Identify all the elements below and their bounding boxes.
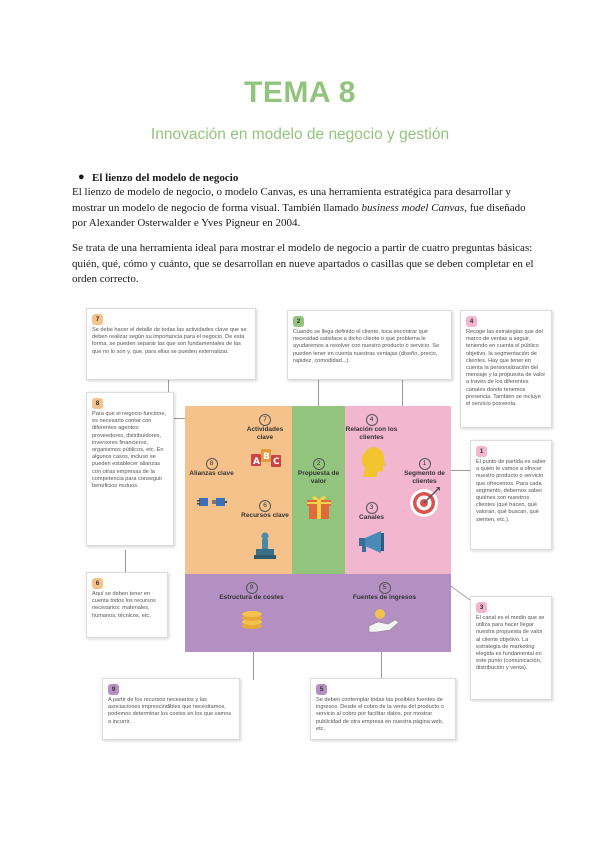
label-segmento: Segmento de clientes [404,470,445,485]
cell-segmento-clientes [398,406,451,574]
num-actividades: 7 [259,414,271,426]
note-text-3: El canal es el medio que se utiliza para hacer llegar nuestra propuesta de valor al cliente objetivo. La estrategia de marketing elegida es fundamental en este punto (comunicación, distribución y venta). [476,615,545,672]
cell-fuentes-ingresos [318,574,451,652]
svg-text:A: A [253,457,260,467]
note-badge-8: 8 [92,398,103,409]
note-badge-4: 4 [466,316,477,327]
label-costes: Estructura de costes [219,594,284,601]
intro-paragraph-italic: business model Canvas [361,201,465,214]
num-propuesta: 2 [313,458,325,470]
bullet-icon: ● [78,171,85,183]
abc-blocks-icon [250,446,282,470]
note-text-5: Se deben contemplar todas las posibles fuentes de ingresos. Desde el cobro de la venta del producto o servicio al cobro por facilitar datos, por mostrar publicidad de otra empresa en nuestra página web, etc. [316,697,444,732]
note-badge-9: 9 [108,684,119,695]
cell-canales [345,490,398,574]
note-segmento [470,440,552,550]
label-alianzas: Alianzas clave [189,470,234,477]
num-costes: 9 [246,582,258,594]
num-relacion: 4 [366,414,378,426]
label-relacion: Relación con los clientes [345,426,398,441]
megaphone-icon [357,530,389,554]
num-ingresos: 5 [379,582,391,594]
cell-relacion-clientes [345,406,398,490]
note-badge-6: 6 [92,578,103,589]
label-canales: Canales [359,514,384,521]
note-text-6: Aquí se deben tener en cuenta todos los recursos necesarios: materiales, humanos, técnicos, etc. [92,591,156,619]
note-badge-3: 3 [476,602,487,613]
page-subtitle: Innovación en modelo de negocio y gestión [150,126,450,143]
note-text-1: El punto de partida es saber a quién le vamos a ofrecer nuestro producto o servicio que ofrecemos. Para cada segmento, debemos saber quiénes son nuestros clientes (qué hacen, qué valoran, qué buscan, qué sienten, etc.). [476,459,546,523]
note-text-8: Para que el negocio funcione, es necesario contar con diferentes agentes: proveedores, distribuidores, inversores financieros, organismos públicos, etc. En algunos casos, incluso se pueden establecer alianzas con otras empresas de la competencia para conseguir beneficios mutuos. [92,411,167,490]
svg-text:C: C [273,457,280,467]
intro-paragraph-part2: , fue diseñado por Alexander Osterwalder e Yves Pigneur en 2004. [72,201,526,229]
section-heading-text: El lienzo del modelo de negocio [92,172,239,184]
plug-icon [197,494,227,510]
num-recursos: 6 [259,500,271,512]
head-icon [357,444,387,478]
note-badge-5: 5 [316,684,327,695]
note-recursos [86,572,168,638]
num-canales: 3 [366,502,378,514]
note-text-2: Cuando se llega definido el cliente, toca encontrar qué necesidad satisface a dicho cliente o qué problema le ayudaremos a resolver con nuestro producto o servicio. Se pueden tener en cuenta nuestras ventajas (diseño, precio, rapidez, comodidad...). [293,329,440,364]
intro-paragraph-part1: El lienzo de modelo de negocio, o modelo Canvas, es una herramienta estratégica para desarrollar y mostrar un modelo de negocio de forma visual. También llamado [72,186,511,214]
target-icon [409,486,441,518]
cell-propuesta-valor [292,406,345,574]
note-text-9: A partir de los recursos necesarios y las asociaciones imprescindibles que necesitamos, podemos determinar los costes en los que vamos a incurrir. [108,697,232,725]
cell-estructura-costes [185,574,318,652]
note-text-4: Recoge las estrategias que del marco de ventas a seguir, teniendo en cuenta el público objetivo, la segmentación de clientes. Hay que tener en cuenta la personalización del mensaje y la propuesta de valor a través de los diferentes canales donde tenemos presencia. También se incluye el servicio posventa. [466,329,546,408]
stamp-icon [253,532,277,562]
note-canales [470,596,552,700]
note-text-7: Se debe hacer el detalle de todas las actividades clave que se deben realizar según su importancia para el negocio. De esta forma, se pueden separar las que son fundamentales de las que no lo son y, que, para ellas se pueden externalizar. [92,327,247,355]
note-badge-2: 2 [293,316,304,327]
cell-recursos-clave [238,490,292,574]
page-title: TEMA 8 [244,76,356,109]
note-badge-1: 1 [476,446,487,457]
num-alianzas: 8 [206,458,218,470]
label-ingresos: Fuentes de ingresos [352,594,417,601]
cell-actividades-clave [238,406,292,490]
num-segmento: 1 [419,458,431,470]
hand-coin-icon [368,608,402,634]
note-relacion [460,310,552,428]
note-actividades [86,308,256,380]
svg-text:B: B [263,452,270,462]
note-alianzas [86,392,174,546]
note-propuesta [287,310,452,380]
cell-alianzas-clave [185,406,238,574]
label-propuesta: Propuesta de valor [297,470,340,485]
note-costes [102,678,240,740]
note-ingresos [310,678,456,740]
note-badge-7: 7 [92,314,103,325]
label-actividades: Actividades clave [246,426,284,441]
label-recursos: Recursos clave [241,512,289,519]
second-paragraph: Se trata de una herramienta ideal para mostrar el modelo de negocio a partir de cuatro preguntas básicas: quién, qué, cómo y cuánto, que se desarrollan en nueve apartados o casillas que se deben completar en el orden correcto. [72,242,534,285]
coins-icon [239,606,265,630]
gift-icon [305,492,333,520]
